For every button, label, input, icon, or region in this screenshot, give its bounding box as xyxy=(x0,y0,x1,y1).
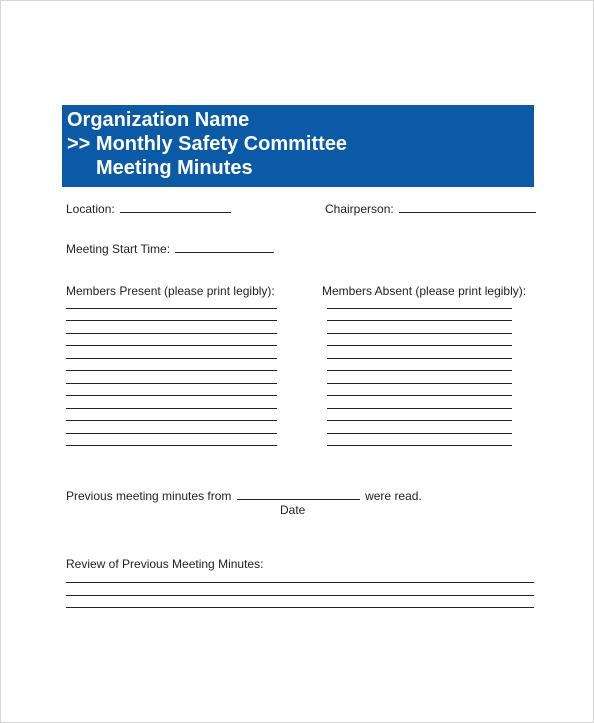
member-absent-line[interactable] xyxy=(327,345,512,346)
members-absent-label: Members Absent (please print legibly): xyxy=(322,284,527,298)
review-line[interactable] xyxy=(66,595,534,596)
previous-date-blank[interactable] xyxy=(237,489,360,500)
review-line[interactable] xyxy=(66,582,534,583)
start-time-field xyxy=(66,242,274,256)
member-present-line[interactable] xyxy=(66,383,277,384)
title-banner xyxy=(62,105,534,187)
member-present-line[interactable] xyxy=(66,345,277,346)
member-absent-line[interactable] xyxy=(327,358,512,359)
chairperson-field xyxy=(325,202,536,216)
member-present-line[interactable] xyxy=(66,395,277,396)
committee-title: >> Monthly Safety Committee xyxy=(67,133,348,155)
chairperson-blank[interactable] xyxy=(399,202,536,213)
location-label: Location: xyxy=(66,202,115,216)
member-present-line[interactable] xyxy=(66,445,277,446)
previous-minutes-field xyxy=(66,489,422,503)
member-present-line[interactable] xyxy=(66,433,277,434)
member-present-line[interactable] xyxy=(66,308,277,309)
member-absent-line[interactable] xyxy=(327,383,512,384)
member-absent-line[interactable] xyxy=(327,445,512,446)
member-absent-line[interactable] xyxy=(327,433,512,434)
review-label: Review of Previous Meeting Minutes: xyxy=(66,557,264,571)
member-present-line[interactable] xyxy=(66,358,277,359)
document-title: Meeting Minutes xyxy=(96,157,253,179)
previous-minutes-prefix: Previous meeting minutes from xyxy=(66,489,232,503)
previous-minutes-suffix: were read. xyxy=(365,489,422,503)
chairperson-label: Chairperson: xyxy=(325,202,394,216)
members-present-label: Members Present (please print legibly): xyxy=(66,284,275,298)
member-absent-line[interactable] xyxy=(327,320,512,321)
member-absent-line[interactable] xyxy=(327,333,512,334)
member-present-line[interactable] xyxy=(66,420,277,421)
date-caption: Date xyxy=(280,503,306,517)
member-absent-line[interactable] xyxy=(327,408,512,409)
start-time-blank[interactable] xyxy=(175,242,274,253)
member-absent-line[interactable] xyxy=(327,420,512,421)
member-present-line[interactable] xyxy=(66,370,277,371)
member-present-line[interactable] xyxy=(66,320,277,321)
member-present-line[interactable] xyxy=(66,408,277,409)
start-time-label: Meeting Start Time: xyxy=(66,242,171,256)
location-field xyxy=(66,202,231,216)
member-absent-line[interactable] xyxy=(327,308,512,309)
organization-name: Organization Name xyxy=(67,109,250,131)
member-present-line[interactable] xyxy=(66,333,277,334)
location-blank[interactable] xyxy=(120,202,231,213)
member-absent-line[interactable] xyxy=(327,395,512,396)
member-absent-line[interactable] xyxy=(327,370,512,371)
review-line[interactable] xyxy=(66,607,534,608)
